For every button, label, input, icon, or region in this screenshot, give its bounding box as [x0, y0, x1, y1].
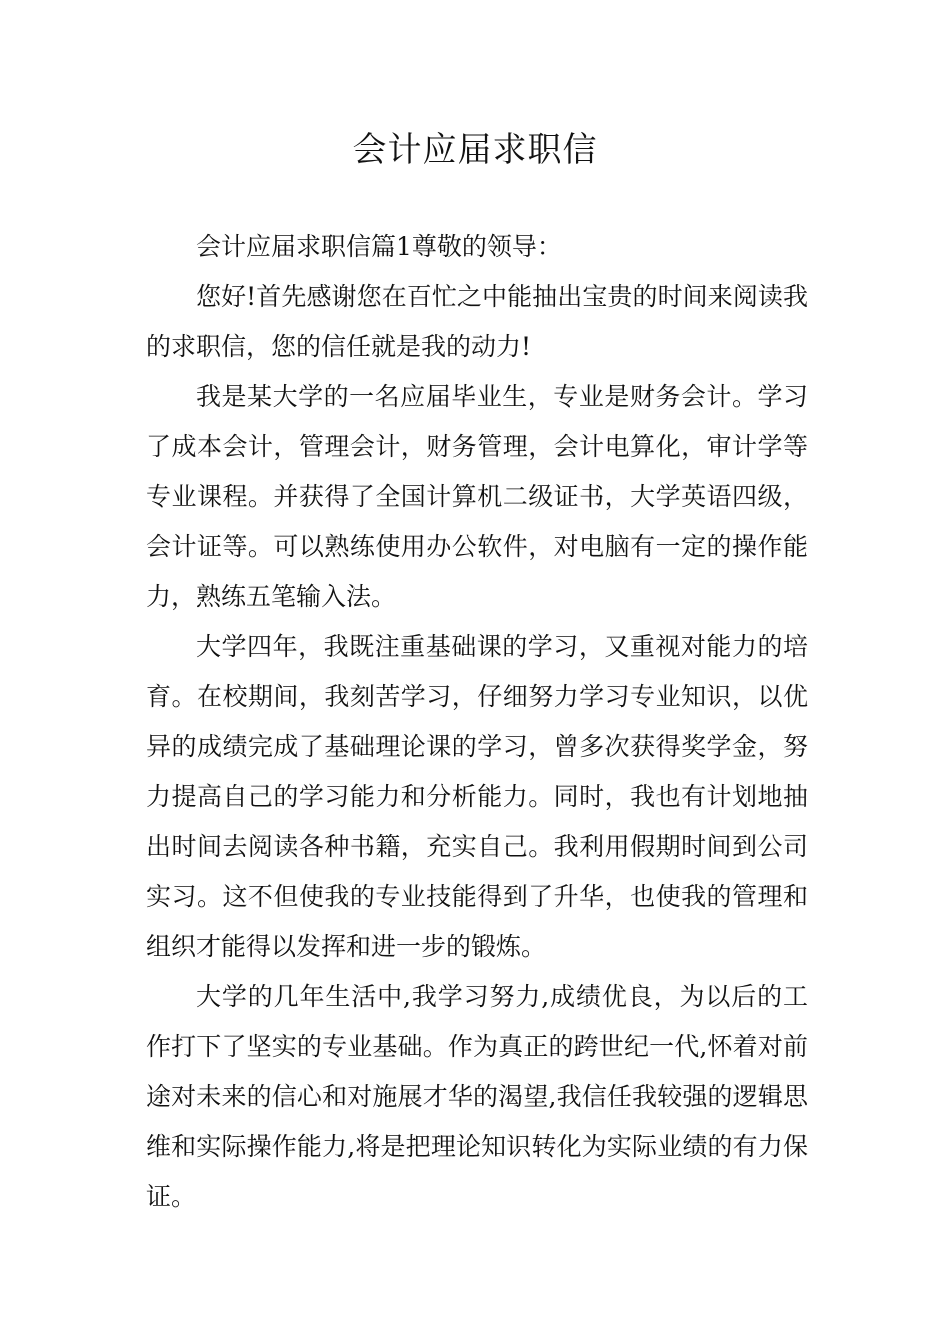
paragraph-opening: 您好!首先感谢您在百忙之中能抽出宝贵的时间来阅读我的求职信，您的信任就是我的动力! — [146, 282, 808, 361]
paragraph-education: 我是某大学的一名应届毕业生，专业是财务会计。学习了成本会计，管理会计，财务管理，会计电算化，审计学等专业课程。并获得了全国计算机二级证书，大学英语四级，会计证等。可以熟练使用办公软件，对电脑有一定的操作能力，熟练五笔输入法。 — [146, 382, 808, 611]
paragraph-greeting: 会计应届求职信篇1尊敬的领导： — [196, 232, 562, 261]
paragraph-summary: 大学的几年生活中,我学习努力,成绩优良，为以后的工作打下了坚实的专业基础。作为真正的跨世纪一代,怀着对前途对未来的信心和对施展才华的渴望,我信任我较强的逻辑思维和实际操作能力,将是把理论知识转化为实际业绩的有力保证。 — [146, 982, 808, 1211]
paragraph-university-life: 大学四年，我既注重基础课的学习，又重视对能力的培育。在校期间，我刻苦学习，仔细努力学习专业知识，以优异的成绩完成了基础理论课的学习，曾多次获得奖学金，努力提高自己的学习能力和分析能力。同时，我也有计划地抽出时间去阅读各种书籍，充实自己。我利用假期时间到公司实习。这不但使我的专业技能得到了升华，也使我的管理和组织才能得以发挥和进一步的锻炼。 — [146, 632, 808, 961]
document-title: 会计应届求职信 — [352, 130, 598, 170]
document-body — [146, 222, 808, 1222]
